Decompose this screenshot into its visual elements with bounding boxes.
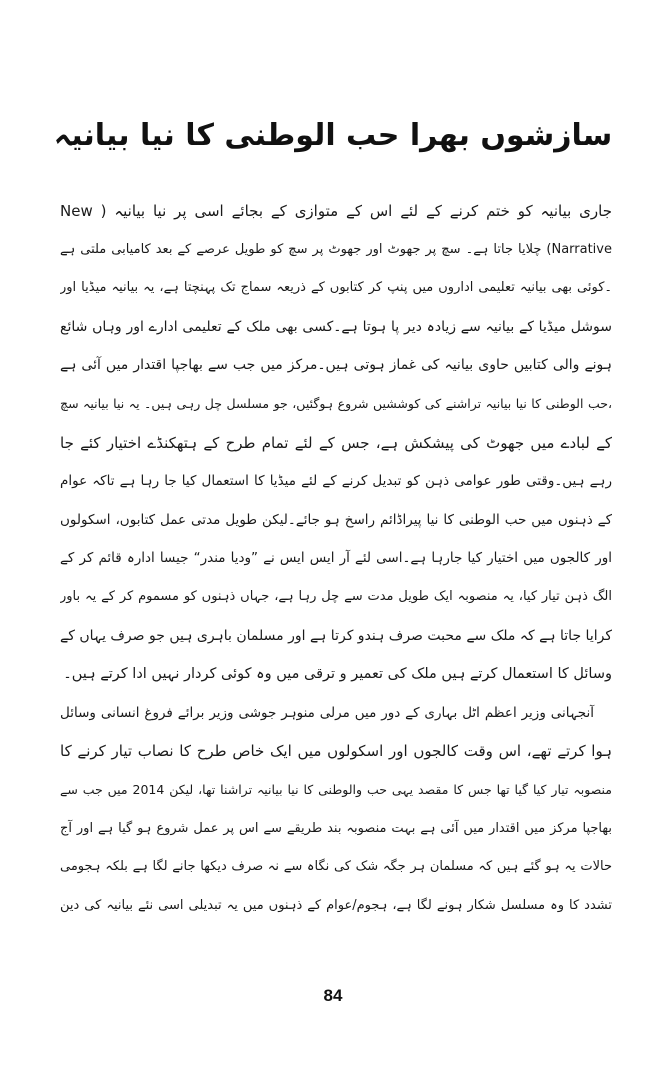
text-line: کرایا جاتا ہے کہ ملک سے محبت صرف ہندو کرتا ہے اور مسلمان باہری ہیں جو صرف یہاں کے (60, 627, 612, 644)
text-line: کے ذہنوں میں حب الوطنی کا نیا پیراڈائم راسخ ہو جائے۔لیکن طویل مدتی عمل کتابوں، اسکولوں (60, 511, 612, 528)
text-line: بھاجپا مرکز میں اقتدار میں آئی ہے بہت منصوبہ بند طریقے سے اس پر عمل شروع ہو گیا ہے اور آج (60, 820, 612, 836)
text-line: ہونے والی کتابیں حاوی بیانیہ کی غماز ہوتی ہیں۔مرکز میں جب سے بھاجپا اقتدار میں آئی ہے (60, 357, 612, 374)
text-line: رہے ہیں۔وقتی طور عوامی ذہن کو تبدیل کرنے کے لئے میڈیا کا استعمال کیا جا رہا ہے تاکہ عوام (60, 473, 612, 490)
text-line: اور کالجوں میں اختیار کیا جارہا ہے۔اسی لئے آر ایس ایس نے ”ودیا مندر“ جیسا ادارہ قائم کر کے (60, 550, 612, 567)
chapter-title: سازشوں بھرا حب الوطنی کا نیا بیانیہ (53, 118, 613, 153)
text-line: ہوا کرتے تھے، اس وقت کالجوں اور اسکولوں میں ایک خاص طرح کا نصاب تیار کرنے کا (60, 742, 612, 761)
text-line: آنجہانی وزیر اعظم اٹل بہاری کے دور میں مرلی منوہر جوشی وزیر برائے فروغ انسانی وسائل (60, 704, 594, 721)
text-line: ۔کوئی بھی بیانیہ تعلیمی اداروں میں پنپ کر کتابوں کے ذریعہ سماج تک پہنچتا ہے، یہ بیانیہ میڈیا اور (60, 280, 612, 296)
text-line: تشدد کا وہ مسلسل شکار ہونے لگا ہے، ہجوم/عوام کے ذہنوں میں یہ تبدیلی اسی نئے بیانیہ کی دین (60, 897, 612, 913)
page-number: 84 (323, 986, 343, 1005)
text-line: وسائل کا استعمال کرتے ہیں ملک کی تعمیر و ترقی میں وہ کوئی کردار نہیں ادا کرتے ہیں۔ (63, 666, 612, 683)
body-text (60, 192, 612, 925)
text-line: منصوبہ تیار کیا گیا تھا جس کا مقصد یہی حب والوطنی کا نیا بیانیہ تراشنا تھا، لیکن 2014 میں جب سے (60, 781, 612, 797)
text-line: کے لبادے میں جھوٹ کی پیشکش ہے، جس کے لئے تمام طرح کے ہتھکنڈے اختیار کئے جا (60, 433, 612, 452)
text-line: سوشل میڈیا کے بیانیہ سے زیادہ دیر پا ہوتا ہے۔کسی بھی ملک کے تعلیمی ادارے اور وہاں شائع (60, 318, 612, 335)
text-line: Narrative) چلایا جاتا ہے۔ سچ پر جھوٹ اور جھوٹ پر سچ کو طویل عرصے کے بعد کامیابی ملتی ہے (60, 241, 612, 257)
text-line: ،حب الوطنی کا نیا بیانیہ تراشنے کی کوششیں شروع ہوگئیں، جو مسلسل چل رہی ہیں۔ یہ نیا بیانیہ سچ (60, 395, 612, 411)
text-line: جاری بیانیہ کو ختم کرنے کے لئے اس کے متوازی کے بجائے اسی پر نیا بیانیہ ( New (60, 202, 612, 220)
text-line: حالات یہ ہو گئے ہیں کہ مسلمان ہر جگہ شک کی نگاہ سے نہ صرف دیکھا جانے لگا ہے بلکہ ہجومی (60, 859, 612, 875)
text-line: الگ ذہن تیار کیا، یہ منصوبہ ایک طویل مدت سے چل رہا ہے، جہاں ذہنوں کو مسموم کر کے یہ باور (60, 588, 612, 604)
